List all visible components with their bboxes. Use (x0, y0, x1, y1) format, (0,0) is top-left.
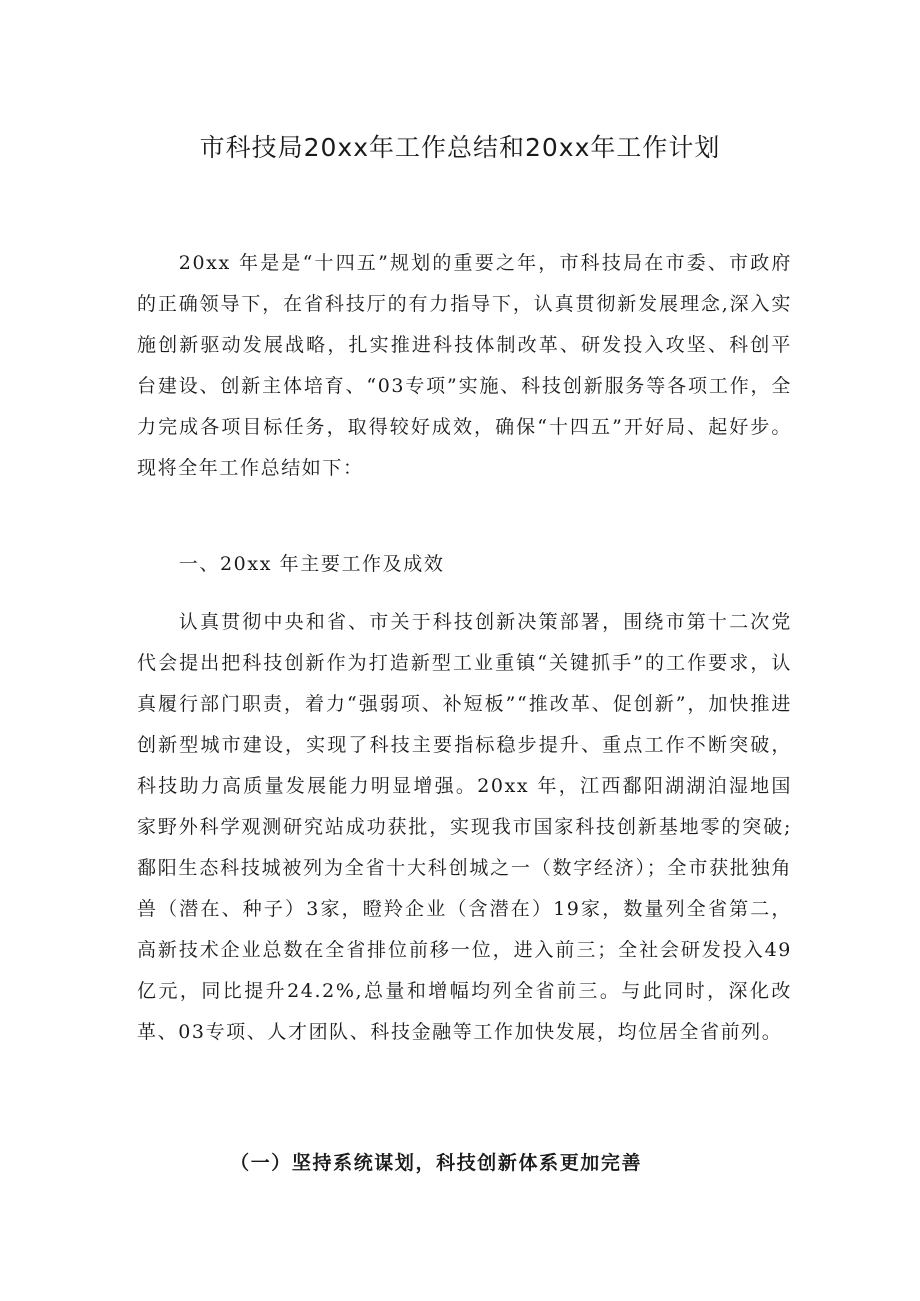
section-heading: 一、20xx 年主要工作及成效 (178, 553, 445, 575)
document-title: 市科技局20xx年工作总结和20xx年工作计划 (199, 133, 721, 162)
main-paragraph: 认真贯彻中央和省、市关于科技创新决策部署，围绕市第十二次党代会提出把科技创新作为打造新型工业重镇“关键抓手”的工作要求，认真履行部门职责，着力“强弱项、补短板”“推改革、促创新”，加快推进创新型城市建设，实现了科技主要指标稳步提升、重点工作不断突破，科技助力高质量发展能力明显增强。20xx 年，江西鄱阳湖湖泊湿地国家野外科学观测研究站成功获批，实现我市国家科技创新基地零的突破;鄱阳生态科技城被列为全省十大科创城之一（数字经济）；全市获批独角兽（潜在、种子）3家，瞪羚企业（含潜在）19家，数量列全省第二，高新技术企业总数在全省排位前移一位，进入前三；全社会研发投入49亿元，同比提升24.2%,总量和增幅均列全省前三。与此同时，深化改革、03专项、人才团队、科技金融等工作加快发展，均位居全省前列。 (137, 611, 792, 1043)
subsection-heading: （一）坚持系统谋划，科技创新体系更加完善 (230, 1152, 643, 1174)
intro-paragraph: 20xx 年是是“十四五”规划的重要之年，市科技局在市委、市政府的正确领导下，在省科技厅的有力指导下，认真贯彻新发展理念,深入实施创新驱动发展战略，扎实推进科技体制改革、研发投入攻坚、科创平台建设、创新主体培育、“03专项”实施、科技创新服务等各项工作，全力完成各项目标任务，取得较好成效，确保“十四五”开好局、起好步。现将全年工作总结如下： (137, 252, 792, 479)
